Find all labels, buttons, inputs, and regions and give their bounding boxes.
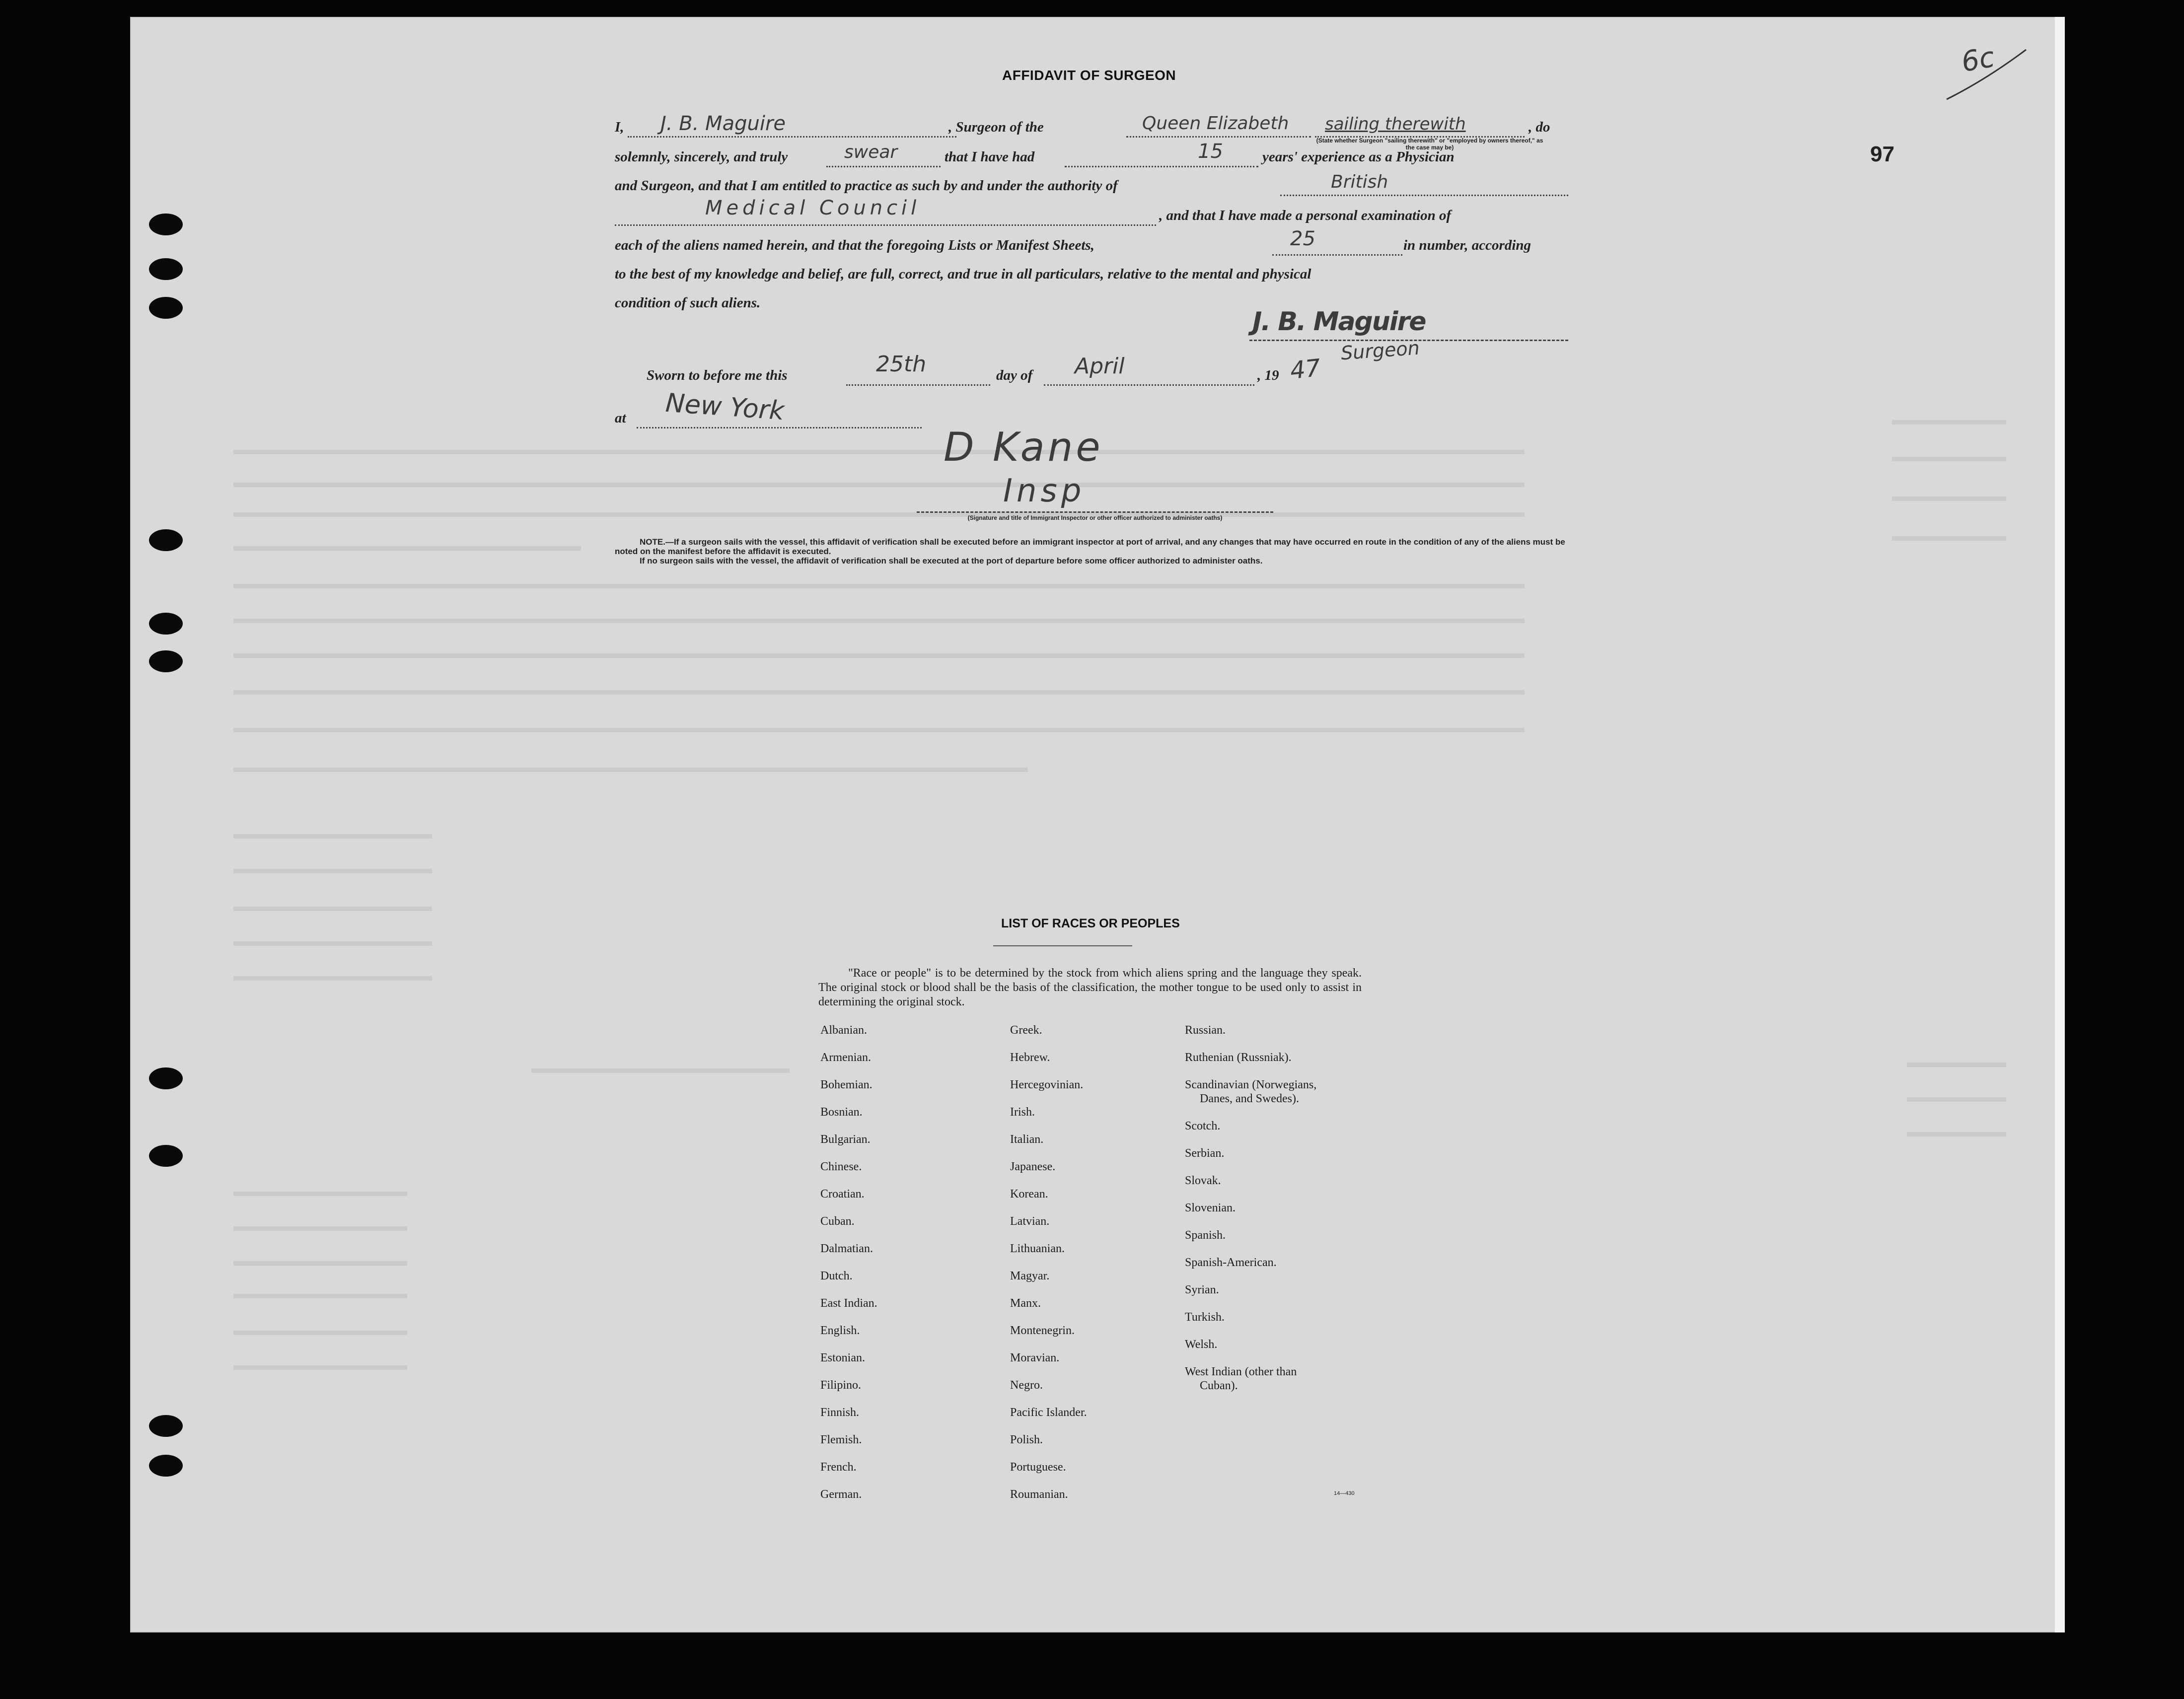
text: , Surgeon of the	[948, 119, 1044, 135]
corner-mark: 6c	[1959, 41, 1997, 79]
bleed-through-row	[1907, 1132, 2006, 1136]
bleed-through-row	[233, 976, 432, 981]
affidavit-note	[615, 537, 1568, 566]
binder-hole	[149, 1455, 183, 1477]
race-item: Moravian.	[1010, 1351, 1060, 1364]
inspector-signature-line	[917, 495, 1273, 513]
race-item: Spanish-American.	[1185, 1256, 1277, 1269]
binder-hole	[149, 297, 183, 319]
bleed-through-row	[233, 653, 1525, 658]
bleed-through-row	[233, 690, 1525, 695]
race-item: Ruthenian (Russniak).	[1185, 1051, 1292, 1064]
text: that I have had	[945, 149, 1035, 165]
bleed-through-row	[233, 728, 1525, 732]
sworn-place: New York	[664, 388, 786, 426]
affidavit-title: AFFIDAVIT OF SURGEON	[1002, 68, 1176, 83]
race-item: Korean.	[1010, 1188, 1048, 1201]
text: solemnly, sincerely, and truly	[615, 149, 788, 165]
race-item: West Indian (other than	[1185, 1365, 1297, 1378]
text: , do	[1529, 119, 1550, 135]
bleed-through-row	[233, 834, 432, 839]
races-title-rule	[993, 945, 1132, 946]
race-item: Latvian.	[1010, 1215, 1050, 1228]
bleed-through-row	[233, 941, 432, 946]
inspector-signature: D Kane	[944, 424, 1103, 470]
race-item: Chinese.	[820, 1160, 862, 1173]
bleed-through-row	[1892, 420, 2006, 425]
race-item: Welsh.	[1185, 1338, 1218, 1351]
authority-2: Medical Council	[705, 197, 921, 219]
bleed-through-row	[1907, 1062, 2006, 1067]
race-item: German.	[820, 1488, 862, 1501]
binder-hole	[149, 1067, 183, 1089]
sworn-month: April	[1075, 354, 1125, 379]
bleed-through-row	[233, 1365, 407, 1370]
race-item: Flemish.	[820, 1433, 862, 1446]
bleed-through-row	[531, 1068, 790, 1073]
sworn-year: 47	[1289, 354, 1322, 385]
vessel-name: Queen Elizabeth	[1142, 113, 1289, 134]
races-intro: "Race or people" is to be determined by the stock from which aliens spring and the language they speak. The original stock or blood shall be the basis of the classification, the mother tongue to be used only to assist in determining the original stock.	[818, 967, 1362, 1008]
text: and Surgeon, and that I am entitled to practice as such by and under the authority of	[615, 178, 1118, 194]
bleed-through-row	[233, 1192, 407, 1196]
surgeon-signature: J. B. Maguire	[1252, 307, 1426, 337]
sheet-edge	[2055, 17, 2065, 1632]
race-item: French.	[820, 1461, 857, 1474]
race-item: Magyar.	[1010, 1270, 1050, 1282]
race-item: Scandinavian (Norwegians,	[1185, 1078, 1317, 1091]
race-item: Negro.	[1010, 1379, 1043, 1392]
bleed-through-row	[233, 768, 1028, 772]
race-item: Albanian.	[820, 1024, 867, 1037]
bleed-through-row	[1907, 1097, 2006, 1102]
race-item: Montenegrin.	[1010, 1324, 1075, 1337]
race-item: Turkish.	[1185, 1311, 1225, 1324]
race-item: Syrian.	[1185, 1283, 1219, 1296]
races-column-3	[1185, 1024, 1316, 1407]
binder-hole	[149, 1145, 183, 1167]
race-item: English.	[820, 1324, 860, 1337]
race-item: Italian.	[1010, 1133, 1044, 1146]
document-sheet	[130, 17, 2064, 1632]
sheets-count: 25	[1290, 227, 1315, 250]
years-field[interactable]	[1065, 149, 1258, 167]
text: I,	[615, 119, 624, 135]
race-item: Serbian.	[1185, 1147, 1225, 1160]
bleed-through-row	[233, 584, 1525, 588]
race-item: Irish.	[1010, 1106, 1035, 1119]
text: , and that I have made a personal examination of	[1159, 208, 1452, 223]
text: Sworn to before me this	[647, 367, 788, 383]
races-column-2	[1010, 1024, 1087, 1515]
text: to the best of my knowledge and belief, are full, correct, and true in all particulars, relative to the mental and physical	[615, 266, 1311, 282]
race-item: Slovenian.	[1185, 1202, 1236, 1214]
bleed-through-row	[1892, 457, 2006, 461]
binder-hole	[149, 529, 183, 551]
authority-field-1[interactable]	[1280, 178, 1568, 196]
bleed-through-row	[233, 1226, 407, 1231]
race-item: Croatian.	[820, 1188, 865, 1201]
bleed-through-row	[233, 512, 1525, 517]
race-item: Cuban.	[820, 1215, 855, 1228]
race-item: Manx.	[1010, 1297, 1041, 1310]
bleed-through-row	[1892, 536, 2006, 541]
note-text-1: NOTE.—If a surgeon sails with the vessel, this affidavit of verification shall be executed before an immigrant inspector at port of arrival, and any changes that may have occurred en route in the condition of any of the aliens must be noted on the manifest before the affidavit is executed.	[615, 537, 1565, 556]
race-item: Dutch.	[820, 1270, 853, 1282]
race-item: Pacific Islander.	[1010, 1406, 1087, 1419]
binder-hole	[149, 650, 183, 672]
text: years' experience as a Physician	[1262, 149, 1455, 165]
corner-stroke	[1942, 45, 2031, 104]
inspector-title: Insp	[1003, 473, 1086, 509]
bleed-through-row	[233, 546, 581, 551]
race-item: Armenian.	[820, 1051, 871, 1064]
race-item: Bohemian.	[820, 1078, 873, 1091]
bleed-through-row	[233, 1261, 407, 1266]
bleed-through-row	[233, 1331, 407, 1335]
race-item: Estonian.	[820, 1351, 865, 1364]
race-item: Portuguese.	[1010, 1461, 1066, 1474]
bleed-through-row	[233, 869, 432, 873]
bleed-through-row	[233, 450, 1525, 454]
sworn-day: 25th	[876, 352, 927, 377]
surgeon-name: J. B. Maguire	[660, 112, 786, 135]
bleed-through-row	[233, 1294, 407, 1298]
race-item: Filipino.	[820, 1379, 862, 1392]
races-column-1	[820, 1024, 877, 1515]
race-item: Lithuanian.	[1010, 1242, 1065, 1255]
race-item: Scotch.	[1185, 1120, 1221, 1133]
relation-instruction: (State whether Surgeon "sailing therewith" or "employed by owners thereof," as the case may be)	[1316, 137, 1543, 151]
race-item: Hercegovinian.	[1010, 1078, 1084, 1091]
binder-hole	[149, 613, 183, 635]
race-item: Polish.	[1010, 1433, 1043, 1446]
races-title: LIST OF RACES OR PEOPLES	[1001, 917, 1180, 930]
text: at	[615, 410, 626, 426]
bleed-through-row	[233, 907, 432, 911]
bleed-through-row	[233, 619, 1525, 623]
authority-1: British	[1331, 172, 1388, 192]
note-text-2: If no surgeon sails with the vessel, the affidavit of verification shall be executed at the port of departure before some officer authorized to administer oaths.	[640, 556, 1263, 566]
race-item: Cuban).	[1200, 1379, 1238, 1392]
binder-hole	[149, 213, 183, 235]
race-item: Greek.	[1010, 1024, 1042, 1037]
race-item: Japanese.	[1010, 1160, 1056, 1173]
text: in number, according	[1403, 237, 1531, 253]
text: condition of such aliens.	[615, 295, 761, 311]
race-item: Spanish.	[1185, 1229, 1226, 1242]
years: 15	[1198, 140, 1223, 163]
race-item: Russian.	[1185, 1024, 1226, 1037]
page-number: 97	[1870, 142, 1894, 166]
race-item: Finnish.	[820, 1406, 860, 1419]
binder-hole	[149, 1415, 183, 1437]
form-number: 14—430	[1334, 1490, 1355, 1496]
surgeon-title: Surgeon	[1340, 337, 1421, 364]
text: day of	[996, 367, 1033, 383]
inspector-caption: (Signature and title of Immigrant Inspector or other officer authorized to administer oaths)	[967, 514, 1223, 521]
swear: swear	[844, 142, 898, 162]
race-item: East Indian.	[820, 1297, 877, 1310]
text: each of the aliens named herein, and that the foregoing Lists or Manifest Sheets,	[615, 237, 1094, 253]
race-item: Dalmatian.	[820, 1242, 873, 1255]
text: , 19	[1257, 367, 1279, 383]
race-item: Slovak.	[1185, 1174, 1221, 1187]
race-item: Bosnian.	[820, 1106, 863, 1119]
race-item: Hebrew.	[1010, 1051, 1050, 1064]
bleed-through-row	[1892, 496, 2006, 501]
relation: sailing therewith	[1325, 114, 1466, 134]
race-item: Danes, and Swedes).	[1200, 1092, 1299, 1105]
race-item: Roumanian.	[1010, 1488, 1068, 1501]
race-item: Bulgarian.	[820, 1133, 871, 1146]
binder-hole	[149, 258, 183, 280]
bleed-through-row	[233, 483, 1525, 487]
